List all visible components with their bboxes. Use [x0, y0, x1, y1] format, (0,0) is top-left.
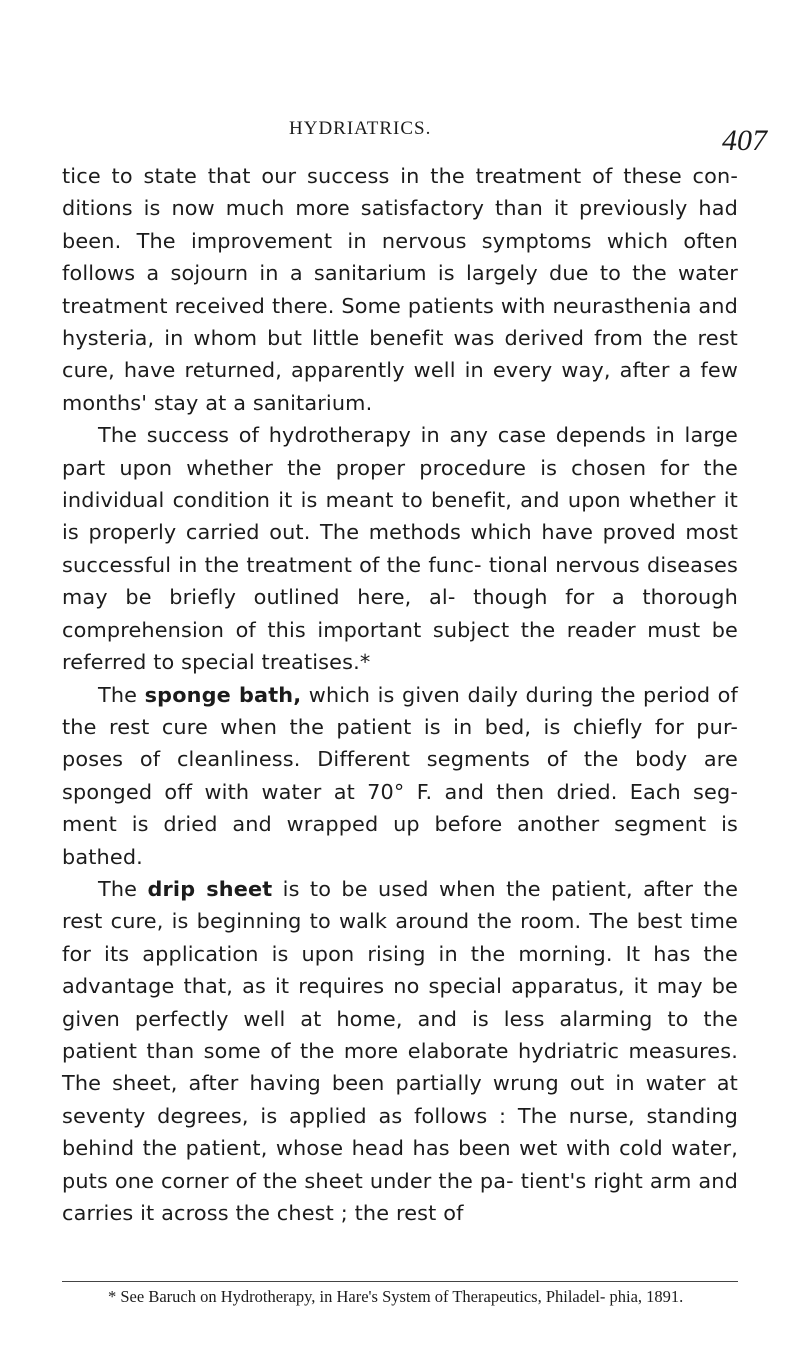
- paragraph-3: [62, 679, 738, 873]
- paragraph-2: The success of hydrotherapy in any case depends in large part upon whether the proper procedure is chosen for the individual condition it is meant to benefit, and upon whether it is properly carried out. The methods which have proved most successful in the treatment of the func- tional nervous diseases may be briefly outlined here, al- though for a thorough comprehension of this important subject the reader must be referred to special treatises.*: [62, 423, 738, 675]
- footnote-divider: [62, 1281, 738, 1282]
- paragraph-4-intro: The: [98, 876, 138, 901]
- paragraph-4: [62, 873, 738, 1229]
- running-head: [0, 114, 800, 157]
- paragraph-4-rest: is to be used when the patient, after the rest cure, is beginning to walk around the room. The best time for its application is upon rising in the morning. It has the advantage that, as it requires no special apparatus, it may be given perfectly well at home, and is less alarming to the patient than some of the more elaborate hydriatric measures. The sheet, after having been partially wrung out in water at seventy degrees, is applied as follows : The nurse, standing behind the patient, whose head has been wet with cold water, puts one corner of the sheet under the pa- tient's right arm and carries it across the chest ; the rest of: [62, 876, 739, 1225]
- paragraph-1: tice to state that our success in the treatment of these con- ditions is now much more satisfactory than it previously had been. The improvement in nervous symptoms which often follows a sojourn in a sanitarium is largely due to the water treatment received there. Some patients with neurasthenia and hysteria, in whom but little benefit was derived from the rest cure, have returned, apparently well in every way, after a few months' stay at a sanitarium.: [62, 164, 738, 415]
- running-title: HYDRIATRICS.: [289, 118, 432, 139]
- footnote: * See Baruch on Hydrotherapy, in Hare's System of Therapeutics, Philadel- phia, 1891.: [108, 1287, 684, 1306]
- paragraph-3-intro: The: [98, 682, 138, 707]
- paragraph-3-rest: which is given daily during the period of the rest cure when the patient is in bed, is chiefly for pur- poses of cleanliness. Different segments of the body are sponged off with water at 70° F. and then dried. Each seg- ment is dried and wrapped up before another segment is bathed.: [62, 682, 739, 869]
- term-sponge-bath: sponge bath,: [144, 682, 302, 707]
- term-drip-sheet: drip sheet: [147, 876, 273, 901]
- body-text: [62, 160, 738, 1229]
- page-number: 407: [722, 124, 767, 157]
